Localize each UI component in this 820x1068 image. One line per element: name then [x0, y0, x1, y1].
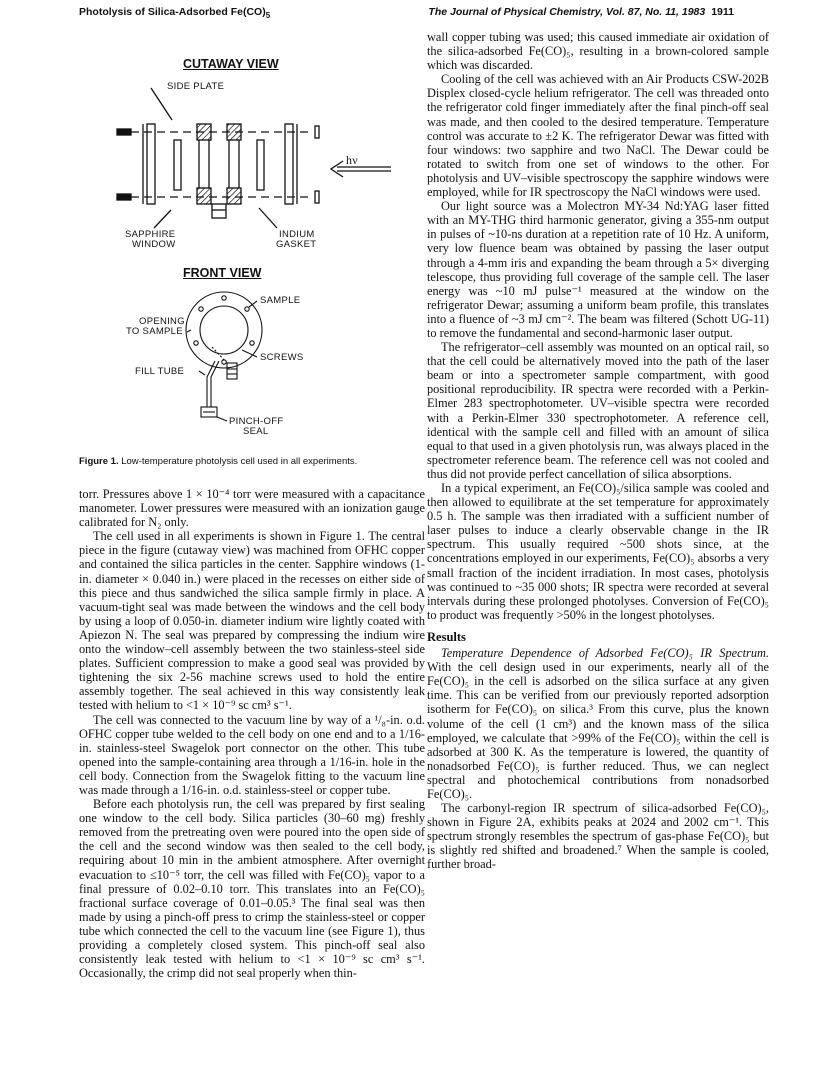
label-opening-1: OPENING: [139, 316, 185, 327]
label-indium-2: GASKET: [276, 239, 317, 250]
paragraph: The cell was connected to the vacuum line by way of a ¹/₈-in. o.d. OFHC copper tube welded to the cell body on one end and to a 1/16-in. stainless-steel Swagelok port connector on the other. This tube opened into the sample-containing area through a 1/16-in. hole in the cell body. Connection from the Swagelok fitting to the vacuum line was made through a 1/16-in. o.d. stainless-steel or copper tube.: [79, 712, 425, 797]
figure-1: [79, 30, 425, 470]
paragraph: The cell used in all experiments is shown in Figure 1. The central piece in the figure (cutaway view) was machined from OFHC copper and contained the silica particles in the center. Sapphire windows (1-in. diameter × 0.040 in.) were placed in the recesses on either side of this piece and thus sandwiched the silica sample firmly in place. A vacuum-tight seal was made between the windows and the cell body by using a loop of 0.050-in. diameter indium wire lightly coated with Apiezon N. The seal was prepared by compressing the indium wire onto the window–cell assembly between the two stainless-steel side plates. Sufficient compression to make a good seal was provided by tightening the six 2-56 machine screws used to hold the entire assembly together. The seal achieved in this way consistently leak tested with helium to <1 × 10⁻⁹ sc cm³ s⁻¹.: [79, 529, 425, 713]
label-fill-tube: FILL TUBE: [135, 366, 185, 377]
left-column: [79, 487, 425, 980]
right-column: [427, 30, 769, 872]
label-hv: hν: [346, 153, 359, 167]
paragraph: Cooling of the cell was achieved with an Air Products CSW-202B Displex closed-cycle helium refrigerator. The cell was threaded onto the refrigerator cold finger immediately after the final pinch-off seal was made, and then cooled to the desired temperature. Temperature control was accurate to ±2 K. The refrigerator Dewar was fitted with four windows: two sapphire and two NaCl. The Dewar could be rotated to switch from one set of windows to the other. For photolysis and UV–visible spectroscopy the sapphire windows were employed, while for IR spectroscopy the NaCl windows were used.: [427, 72, 769, 200]
paragraph: The refrigerator–cell assembly was mounted on an optical rail, so that the cell could be alternatively moved into the path of the laser beam or into a spectrometer sample compartment, with good positional reproducibility. IR spectra were recorded with a Perkin-Elmer 283 spectrophotometer. UV–visible spectra were recorded with a Perkin-Elmer 330 spectrophotometer. A reference cell, identical with the sample cell and filled with an amount of silica equal to that used in a given photolysis run, was always placed in the spectrometer reference beam. The reference cell was not cooled and thus did not provide perfect cancellation of silica absorptions.: [427, 340, 769, 481]
label-pinch-off-1: PINCH-OFF: [229, 416, 284, 427]
paragraph: wall copper tubing was used; this caused immediate air oxidation of the silica-adsorbed Fe(CO)₅, resulting in a brown-colored sample which was discarded.: [427, 30, 769, 73]
paragraph: The carbonyl-region IR spectrum of silica-adsorbed Fe(CO)₅, shown in Figure 2A, exhibits peaks at 2024 and 2002 cm⁻¹. This spectrum strongly resembles the spectrum of gas-phase Fe(CO)₅ but is slightly red shifted and broadened.⁷ When the sample is cooled, further broad-: [427, 801, 769, 872]
paragraph: torr. Pressures above 1 × 10⁻⁴ torr were measured with a capacitance manometer. Lower pressures were measured with an ionization gauge calibrated for N₂ only.: [79, 487, 425, 530]
figure-caption: Figure 1. Low-temperature photolysis cell used in all experiments.: [79, 456, 358, 467]
label-sample: SAMPLE: [260, 295, 301, 306]
subsection-heading: Temperature Dependence of Adsorbed Fe(CO)₅ IR Spectrum.: [441, 646, 769, 661]
running-header-left: Photolysis of Silica-Adsorbed $Fe(CO)_5$: [79, 6, 271, 21]
front-view-title: FRONT VIEW: [183, 266, 262, 280]
section-heading-results: Results: [427, 629, 466, 644]
running-header-right: [428, 6, 734, 18]
cutaway-diagram: [79, 70, 425, 270]
page-number: 1911: [711, 6, 734, 18]
label-side-plate: SIDE PLATE: [167, 81, 225, 92]
journal-citation: The Journal of Physical Chemistry, Vol. 87, No. 11, 1983: [428, 6, 706, 18]
label-indium-1: INDIUM: [279, 229, 315, 240]
cutaway-view-title: CUTAWAY VIEW: [183, 57, 279, 71]
paragraph: Before each photolysis run, the cell was prepared by first sealing one window to the cell body. Silica particles (30–60 mg) freshly removed from the pretreating oven were poured into the open side of the cell and the second window was then sealed to the cell body, requiring about 10 min in the ambient atmosphere. After overnight evacuation to ≤10⁻⁵ torr, the cell was filled with Fe(CO)₅ vapor to a final pressure of 0.02–0.10 torr. This translates into an Fe(CO)₅ fractional surface coverage of 0.01–0.05.³ The final seal was then made by using a pinch-off press to crimp the stainless-steel or copper tube which connected the cell to the vacuum line (see Figure 1), thus providing a completely closed system. This pinch-off seal also consistently leak tested with helium to <1 × 10⁻⁹ sc cm³ s⁻¹. Occasionally, the crimp did not seal properly when thin-: [79, 797, 425, 981]
label-sapphire-1: SAPPHIRE: [125, 229, 176, 240]
label-screws: SCREWS: [260, 352, 304, 363]
paragraph: Our light source was a Molectron MY-34 Nd:YAG laser fitted with an MY-THG third harmonic generator, giving a 355-nm output in pulses of ~10-ns duration at a repetition rate of 10 Hz. A uniform, very low fluence beam was obtained by passing the laser output through a 4-mm iris and expanding the beam through a 5× diverging telescope, thus providing full coverage of the sample cell. The laser energy was ~10 mJ pulse⁻¹ measured at the window on the refrigerator Dewar; assuming a uniform beam profile, this translates into a fluence of ~3 mJ cm⁻². The beam was filtered (Schott UG-11) to remove the fundamental and second-harmonic laser output.: [427, 199, 769, 340]
paragraph: Temperature Dependence of Adsorbed Fe(CO)₅ IR Spectrum. With the cell design used in our experiments, nearly all of the Fe(CO)₅ in the cell is adsorbed on the silica surface at any given time. This can be verified from our previously reported adsorption isotherm for Fe(CO)₅ on silica.³ From this curve, plus the known volume of the cell (1 cm³) and the known mass of the silica employed, we calculate that >99% of the Fe(CO)₅ within the cell is adsorbed at 300 K. As the temperature is lowered, the quantity of nonadsorbed Fe(CO)₅ is further reduced. Thus, we can neglect spectral and photochemical contributions from nonadsorbed Fe(CO)₅.: [427, 646, 769, 801]
label-opening-2: TO SAMPLE: [126, 326, 183, 337]
label-pinch-off-2: SEAL: [243, 426, 269, 437]
label-sapphire-2: WINDOW: [132, 239, 176, 250]
paragraph: In a typical experiment, an Fe(CO)₅/silica sample was cooled and then allowed to equilibrate at the set temperature for approximately 0.5 h. The sample was then irradiated with a sufficient number of laser pulses to induce a clearly observable change in the IR spectrum. This usually required ~500 shots since, at the concentrations employed in our experiments, Fe(CO)₅ absorbs a very small fraction of the incident irradiation. In most cases, photolysis was continued to ~35 000 shots; IR spectra were recorded at several intervals during these prolonged photolyses. Conversion of Fe(CO)₅ to product was frequently >50% in the longest photolyses.: [427, 481, 769, 622]
